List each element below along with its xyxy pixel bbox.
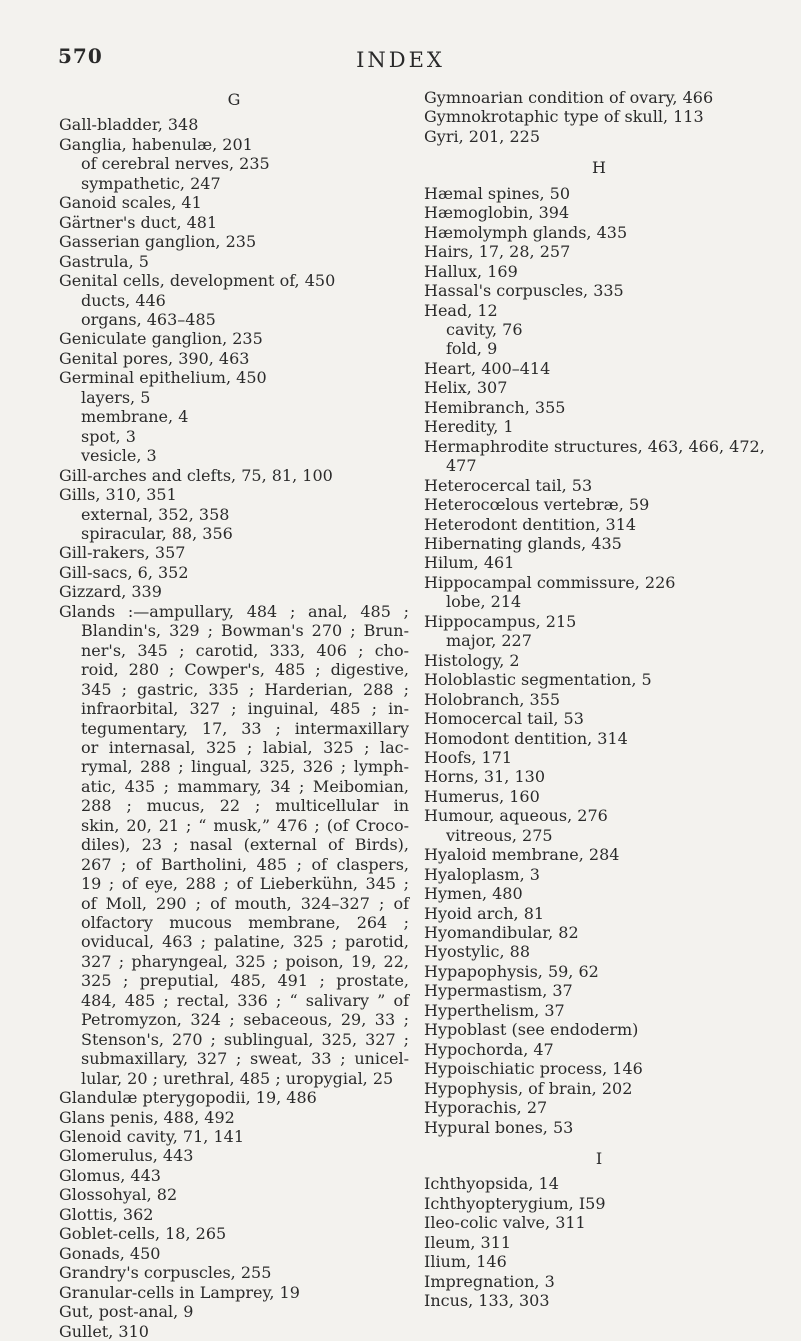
index-entry: Humerus, 160 — [424, 786, 540, 806]
index-entry: Glomerulus, 443 — [59, 1146, 194, 1166]
index-entry: Gill-arches and clefts, 75, 81, 100 — [59, 465, 333, 485]
index-entry: Hypochorda, 47 — [424, 1039, 554, 1059]
index-entry: Hymen, 480 — [424, 884, 523, 904]
index-entry: Genital cells, development of, 450 — [59, 271, 336, 291]
index-entry: cavity, 76 — [446, 319, 523, 339]
section-letter-i: I — [595, 1149, 603, 1169]
index-entry: Gastrula, 5 — [59, 251, 149, 271]
index-entry: 477 — [446, 456, 477, 476]
index-entry: Hilum, 461 — [424, 553, 515, 573]
entry-line: roid, 280 ; Cowper's, 485 ; digestive, — [81, 660, 409, 680]
index-entry: Hypapophysis, 59, 62 — [424, 961, 599, 981]
index-entry: Goblet-cells, 18, 265 — [59, 1224, 227, 1244]
index-entry: Hæmolymph glands, 435 — [424, 222, 628, 242]
index-entry: Hermaphrodite structures, 463, 466, 472, — [424, 436, 765, 456]
running-head: INDEX — [356, 48, 445, 72]
index-entry: vitreous, 275 — [446, 825, 553, 845]
index-entry: Heterocœlous vertebræ, 59 — [424, 495, 650, 515]
index-entry: Hibernating glands, 435 — [424, 533, 622, 553]
entry-glands — [59, 602, 409, 1088]
index-entry: Hyomandibular, 82 — [424, 923, 579, 943]
entry-line: atic, 435 ; mammary, 34 ; Meibomian, — [81, 776, 409, 796]
index-entry: Gyri, 201, 225 — [424, 126, 541, 146]
index-entry: Glans penis, 488, 492 — [59, 1107, 235, 1127]
entries-g-part-2 — [59, 1088, 409, 1341]
entry-line: ner's, 345 ; carotid, 333, 406 ; cho- — [81, 640, 409, 660]
index-entry: Hoofs, 171 — [424, 747, 513, 767]
index-entry: Hippocampus, 215 — [424, 611, 577, 631]
index-entry: Holobranch, 355 — [424, 689, 561, 709]
index-entry: Gullet, 310 — [59, 1321, 149, 1341]
entry-line: 327 ; pharyngeal, 325 ; poison, 19, 22, — [81, 951, 409, 971]
index-entry: Hyperthelism, 37 — [424, 1000, 565, 1020]
entry-line: diles), 23 ; nasal (external of Birds), — [81, 835, 409, 855]
index-entry: Hassal's corpuscles, 335 — [424, 281, 624, 301]
index-entry: Glandulæ pterygopodii, 19, 486 — [59, 1088, 317, 1108]
index-entry: Glossohyal, 82 — [59, 1185, 178, 1205]
entry-line: 19 ; of eye, 288 ; of Lieberkühn, 345 ; — [81, 874, 409, 894]
entry-line: skin, 20, 21 ; “ musk,” 476 ; (of Croco- — [81, 815, 409, 835]
index-entry: vesicle, 3 — [81, 446, 157, 466]
index-entry: Hyporachis, 27 — [424, 1098, 548, 1118]
index-entry: Gut, post-anal, 9 — [59, 1302, 194, 1322]
index-entry: Horns, 31, 130 — [424, 767, 545, 787]
entry-line: lular, 20 ; urethral, 485 ; uropygial, 25 — [81, 1068, 394, 1088]
entry-line: 267 ; of Bartholini, 485 ; of claspers, — [81, 854, 409, 874]
index-entry: Hyaloid membrane, 284 — [424, 845, 620, 865]
index-entry: Hypoblast (see endoderm) — [424, 1020, 639, 1040]
entry-line: of Moll, 290 ; of mouth, 324–327 ; of — [81, 893, 409, 913]
index-entry: Hyoid arch, 81 — [424, 903, 545, 923]
section-letter-g: G — [227, 90, 241, 109]
index-entry: sympathetic, 247 — [81, 173, 221, 193]
index-entry: Germinal epithelium, 450 — [59, 368, 267, 388]
index-entry: Gill-rakers, 357 — [59, 543, 186, 563]
index-entry: Gymnokrotaphic type of skull, 113 — [424, 107, 704, 127]
index-entry: Hypophysis, of brain, 202 — [424, 1078, 633, 1098]
index-entry: Helix, 307 — [424, 378, 508, 398]
index-entry: Hippocampal commissure, 226 — [424, 572, 676, 592]
index-entry: Histology, 2 — [424, 650, 520, 670]
index-entry: Grandry's corpuscles, 255 — [59, 1263, 272, 1283]
index-entry: external, 352, 358 — [81, 504, 230, 524]
index-entry: Hypoischiatic process, 146 — [424, 1059, 643, 1079]
index-entry: Hallux, 169 — [424, 261, 518, 281]
entry-line: 345 ; gastric, 335 ; Harderian, 288 ; — [81, 679, 409, 699]
entries-i — [424, 1174, 774, 1310]
entry-line: Blandin's, 329 ; Bowman's 270 ; Brun- — [81, 621, 409, 641]
index-entry: Ganglia, habenulæ, 201 — [59, 134, 253, 154]
index-entry: fold, 9 — [446, 339, 498, 359]
index-entry: Hypural bones, 53 — [424, 1117, 574, 1137]
index-entry: Gill-sacs, 6, 352 — [59, 562, 189, 582]
entry-line: Petromyzon, 324 ; sebaceous, 29, 33 ; — [81, 1010, 409, 1030]
index-entry: Gall-bladder, 348 — [59, 115, 199, 135]
index-entry: Ganoid scales, 41 — [59, 193, 202, 213]
index-entry: Heart, 400–414 — [424, 358, 551, 378]
section-letter-h: H — [592, 158, 606, 178]
index-entry: Hairs, 17, 28, 257 — [424, 242, 571, 262]
entry-line: 325 ; preputial, 485, 491 ; prostate, — [81, 971, 409, 991]
index-entry: Gonads, 450 — [59, 1243, 161, 1263]
index-entry: Gärtner's duct, 481 — [59, 212, 218, 232]
index-entry: Head, 12 — [424, 300, 498, 320]
index-entry: Ileo-colic valve, 311 — [424, 1213, 586, 1233]
index-entry: lobe, 214 — [446, 592, 522, 612]
index-entry: Heterodont dentition, 314 — [424, 514, 637, 534]
page-number: 570 — [58, 44, 103, 68]
entry-line: oviducal, 463 ; palatine, 325 ; parotid, — [81, 932, 409, 952]
index-entry: Hæmoglobin, 394 — [424, 203, 570, 223]
index-entry: Hemibranch, 355 — [424, 397, 566, 417]
index-entry: Holoblastic segmentation, 5 — [424, 670, 652, 690]
index-entry: Homocercal tail, 53 — [424, 709, 584, 729]
index-entry: layers, 5 — [81, 387, 151, 407]
entries-g-part-3 — [424, 88, 774, 146]
index-entry: organs, 463–485 — [81, 309, 216, 329]
index-entry: ducts, 446 — [81, 290, 166, 310]
index-entry: Gizzard, 339 — [59, 582, 162, 602]
index-entry: Granular-cells in Lamprey, 19 — [59, 1282, 300, 1302]
index-entry: Ileum, 311 — [424, 1232, 512, 1252]
index-entry: Incus, 133, 303 — [424, 1291, 550, 1311]
index-entry: Hæmal spines, 50 — [424, 183, 570, 203]
index-entry: spiracular, 88, 356 — [81, 523, 233, 543]
index-entry: Genital pores, 390, 463 — [59, 348, 250, 368]
index-entry: Gasserian ganglion, 235 — [59, 232, 257, 252]
index-entry: Hypermastism, 37 — [424, 981, 573, 1001]
index-entry: Heredity, 1 — [424, 417, 514, 437]
entry-line: 484, 485 ; rectal, 336 ; “ salivary ” of — [81, 990, 409, 1010]
entry-line: submaxillary, 327 ; sweat, 33 ; unicel- — [81, 1049, 409, 1069]
entry-line: rymal, 288 ; lingual, 325, 326 ; lymph- — [81, 757, 409, 777]
entry-line: olfactory mucous membrane, 264 ; — [81, 913, 409, 933]
entry-line: 288 ; mucus, 22 ; multicellular in — [81, 796, 409, 816]
index-column-right — [424, 88, 774, 1311]
index-entry: Gills, 310, 351 — [59, 485, 177, 505]
index-entry: Geniculate ganglion, 235 — [59, 329, 263, 349]
index-entry: Gymnoarian condition of ovary, 466 — [424, 88, 714, 107]
index-entry: Hyostylic, 88 — [424, 942, 531, 962]
entry-line: Glands :—ampullary, 484 ; anal, 485 ; — [59, 601, 409, 621]
index-entry: Heterocercal tail, 53 — [424, 475, 593, 495]
index-column-left — [59, 88, 409, 1341]
index-entry: Ichthyopsida, 14 — [424, 1174, 559, 1194]
index-entry: Glottis, 362 — [59, 1204, 154, 1224]
entries-g-part-1 — [59, 115, 409, 601]
entry-line: tegumentary, 17, 33 ; intermaxillary — [81, 718, 409, 738]
index-entry: spot, 3 — [81, 426, 136, 446]
index-entry: Glenoid cavity, 71, 141 — [59, 1127, 244, 1147]
index-entry: membrane, 4 — [81, 407, 189, 427]
index-entry: major, 227 — [446, 631, 532, 651]
index-entry: Ichthyopterygium, I59 — [424, 1193, 606, 1213]
entry-line: infraorbital, 327 ; inguinal, 485 ; in- — [81, 699, 409, 719]
index-entry: Impregnation, 3 — [424, 1271, 555, 1291]
index-entry: Humour, aqueous, 276 — [424, 806, 608, 826]
entry-line: Stenson's, 270 ; sublingual, 325, 327 ; — [81, 1029, 409, 1049]
index-entry: Homodont dentition, 314 — [424, 728, 628, 748]
entries-h — [424, 184, 774, 1137]
index-entry: Ilium, 146 — [424, 1252, 507, 1272]
entry-line: or internasal, 325 ; labial, 325 ; lac- — [81, 737, 409, 757]
index-entry: of cerebral nerves, 235 — [81, 154, 270, 174]
index-entry: Hyaloplasm, 3 — [424, 864, 540, 884]
index-entry: Glomus, 443 — [59, 1165, 161, 1185]
